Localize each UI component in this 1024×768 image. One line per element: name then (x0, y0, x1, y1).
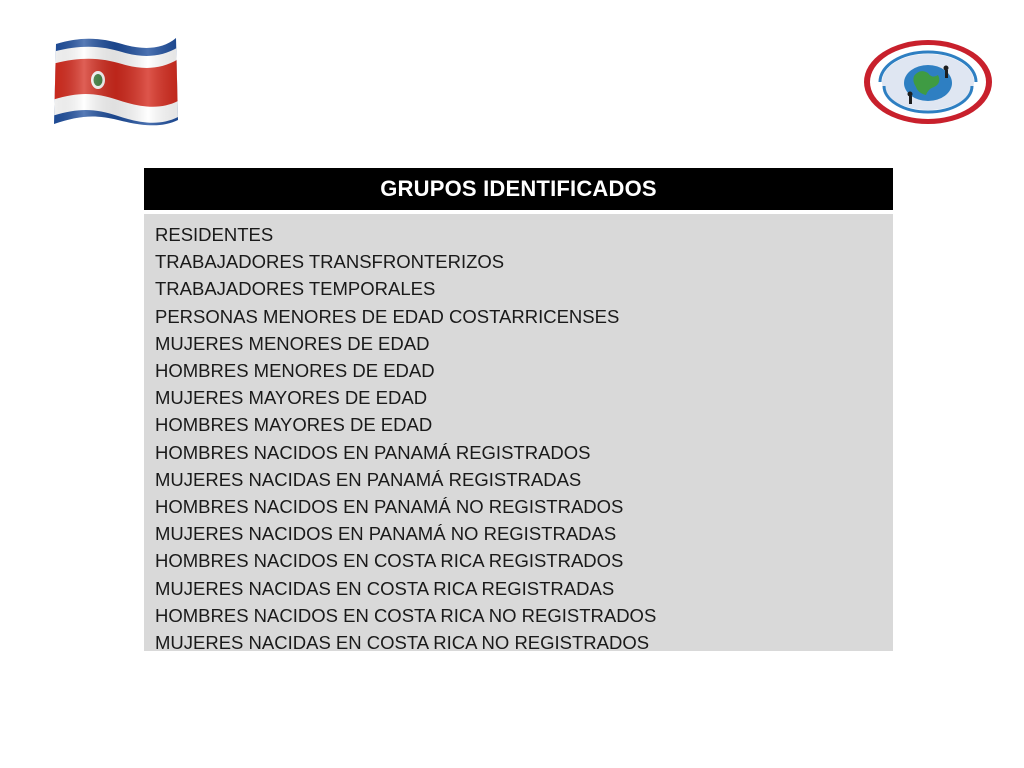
table-body (144, 214, 893, 654)
group-item: MUJERES NACIDAS EN COSTA RICA NO REGISTRADOS (155, 632, 650, 654)
group-item: MUJERES NACIDOS EN PANAMÁ NO REGISTRADAS (155, 523, 617, 545)
table-header: GRUPOS IDENTIFICADOS (144, 168, 893, 210)
costa-rica-flag-icon (52, 36, 180, 128)
group-item: MUJERES MENORES DE EDAD (155, 332, 430, 354)
group-item: TRABAJADORES TRANSFRONTERIZOS (155, 251, 505, 273)
group-item: HOMBRES NACIDOS EN PANAMÁ NO REGISTRADOS (155, 496, 624, 518)
group-item: HOMBRES NACIDOS EN PANAMÁ REGISTRADOS (155, 441, 591, 463)
group-item: HOMBRES NACIDOS EN COSTA RICA NO REGISTRADOS (155, 604, 657, 626)
group-item: MUJERES MAYORES DE EDAD (155, 387, 428, 409)
group-item: MUJERES NACIDAS EN COSTA RICA REGISTRADAS (155, 577, 615, 599)
group-item: HOMBRES MAYORES DE EDAD (155, 414, 433, 436)
group-item: HOMBRES NACIDOS EN COSTA RICA REGISTRADOS (155, 550, 624, 572)
circular-emblem-logo-icon (862, 38, 994, 126)
group-item: TRABAJADORES TEMPORALES (155, 278, 436, 300)
group-item: RESIDENTES (155, 224, 274, 245)
group-item: PERSONAS MENORES DE EDAD COSTARRICENSES (155, 305, 620, 327)
group-item: HOMBRES MENORES DE EDAD (155, 360, 435, 382)
group-item: MUJERES NACIDAS EN PANAMÁ REGISTRADAS (155, 468, 582, 490)
groups-table (144, 168, 893, 654)
